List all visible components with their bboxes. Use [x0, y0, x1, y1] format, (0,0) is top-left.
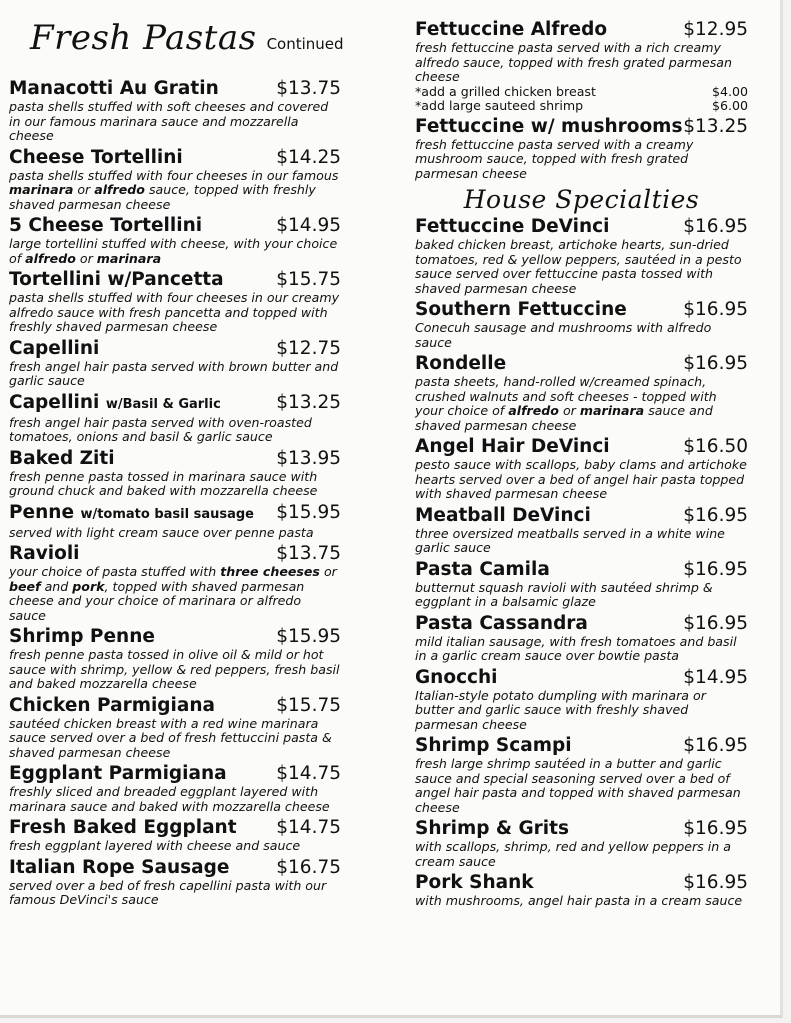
item-header	[9, 448, 341, 470]
description-text: or	[558, 403, 580, 418]
description-text: sauce and shaved parmesan cheese	[415, 403, 713, 433]
description-text: large tortellini stuffed with cheese, with your choice of	[9, 236, 338, 266]
description-emphasis: pork	[72, 578, 105, 594]
item-name-text: Fettuccine DeVinci	[415, 216, 610, 237]
item-header	[9, 502, 341, 526]
item-header	[9, 543, 341, 565]
item-name-suffix: w/Basil & Garlic	[105, 396, 221, 412]
item-description: with mushrooms, angel hair pasta in a cream sauce	[415, 893, 743, 908]
item-header	[9, 392, 341, 416]
continued-label: Continued	[266, 35, 344, 53]
menu-item-fresh-baked-eggplant	[9, 817, 341, 854]
item-description	[415, 375, 748, 433]
item-price: $14.75	[276, 763, 341, 784]
item-name	[9, 626, 155, 648]
item-header	[9, 78, 341, 100]
item-name	[9, 857, 229, 879]
menu-item-rondelle	[415, 353, 748, 433]
item-name	[9, 338, 99, 360]
item-name-text: 5 Cheese Tortellini	[9, 215, 203, 236]
item-name-text: Cheese Tortellini	[9, 146, 183, 168]
item-header	[9, 695, 341, 717]
menu-item-capellini-w-basil-garlic	[9, 392, 341, 445]
item-description: fresh penne pasta tossed in olive oil & mild or hot sauce with shrimp, yellow & red peppers, fresh basil and baked mozzarella cheese	[9, 647, 340, 691]
item-price: $13.25	[276, 391, 341, 413]
item-name	[415, 299, 627, 321]
item-price: $16.95	[683, 558, 748, 580]
item-header	[415, 559, 748, 581]
item-name	[415, 872, 534, 894]
menu-item-pasta-camila	[415, 559, 748, 610]
addon-option	[415, 85, 748, 99]
item-price: $12.75	[276, 337, 341, 359]
item-name-text: Pasta Camila	[415, 558, 550, 580]
item-header	[415, 613, 748, 635]
item-price: $14.75	[276, 817, 341, 838]
menu-item-meatball-devinci	[415, 505, 748, 556]
menu-item-tortellini-w-pancetta	[9, 269, 341, 335]
item-description: fresh fettuccine pasta served with a rich creamy alfredo sauce, topped with fresh grated parmesan cheese	[415, 40, 732, 84]
item-name-text: Gnocchi	[415, 666, 498, 688]
menu-item-fettuccine-alfredo	[415, 19, 748, 113]
menu-item-penne-w-tomato-basil-sausage	[9, 502, 341, 541]
item-name-text: Southern Fettuccine	[415, 299, 627, 320]
item-header	[9, 763, 341, 785]
item-name-text: Meatball DeVinci	[415, 504, 591, 526]
menu-item-capellini	[9, 338, 341, 389]
description-emphasis: three cheeses	[220, 564, 320, 579]
description-text: or	[75, 250, 97, 266]
item-header	[415, 735, 748, 757]
item-name	[415, 559, 550, 581]
item-description: freshly sliced and breaded eggplant layered with marinara sauce and baked with mozzarella cheese	[9, 784, 330, 814]
item-name-text: Tortellini w/Pancetta	[9, 269, 224, 290]
description-emphasis: alfredo	[508, 403, 559, 418]
item-name-text: Shrimp Penne	[9, 626, 155, 647]
description-text: or	[73, 182, 95, 197]
item-name	[415, 436, 610, 458]
left-column	[9, 78, 341, 911]
item-price: $16.95	[683, 504, 748, 526]
house-specialties-items	[415, 216, 748, 909]
item-price: $16.95	[683, 353, 748, 374]
item-header	[415, 872, 748, 894]
item-name	[9, 215, 202, 237]
item-header	[415, 436, 748, 458]
item-price: $15.95	[276, 501, 341, 523]
item-name-text: Pasta Cassandra	[415, 612, 588, 634]
menu-item-shrimp-grits	[415, 818, 748, 869]
item-description: Italian-style potato dumpling with marinara or butter and garlic sauce with freshly shaved parmesan cheese	[415, 687, 706, 732]
item-price: $16.95	[683, 216, 748, 237]
menu-item-southern-fettuccine	[415, 299, 748, 350]
description-emphasis: marinara	[579, 403, 645, 418]
item-price: $16.95	[683, 872, 748, 893]
item-name-text: Pork Shank	[415, 872, 534, 893]
description-text: or	[319, 564, 337, 579]
item-header	[9, 857, 341, 879]
item-description	[9, 169, 341, 213]
item-name-text: Angel Hair DeVinci	[415, 436, 610, 457]
description-text: your choice of pasta stuffed with	[9, 564, 221, 579]
item-description: served over a bed of fresh capellini pasta with our famous DeVinci's sauce	[9, 877, 327, 907]
item-price: $16.50	[683, 436, 748, 457]
item-name-text: Italian Rope Sausage	[9, 856, 230, 878]
item-price: $13.25	[683, 115, 748, 137]
item-name-text: Capellini	[9, 391, 100, 413]
item-price: $16.95	[683, 299, 748, 320]
right-column	[415, 19, 748, 912]
item-description: fresh angel hair pasta served with oven-roasted tomatoes, onions and basil & garlic sauce	[9, 414, 312, 444]
menu-item-chicken-parmigiana	[9, 695, 341, 761]
fresh-pastas-heading	[30, 18, 344, 58]
addon-price: $4.00	[711, 83, 748, 99]
item-description: fresh large shrimp sautéed in a butter and garlic sauce and special seasoning served over a bed of angel hair pasta and topped with shaved parmesan cheese	[415, 756, 741, 815]
item-description	[9, 565, 341, 623]
item-name	[9, 392, 221, 416]
item-price: $14.95	[276, 215, 341, 236]
item-name-text: Fettuccine Alfredo	[415, 19, 608, 40]
item-name	[9, 269, 224, 291]
item-price: $16.95	[683, 735, 748, 756]
item-name-text: Ravioli	[9, 543, 80, 564]
addon-label: *add large sauteed shrimp	[415, 97, 584, 113]
description-text: , topped with shaved parmesan cheese and your choice of marinara or alfredo sauce	[9, 578, 305, 623]
item-price: $15.75	[276, 269, 341, 290]
item-header	[415, 818, 748, 840]
item-name-text: Shrimp Scampi	[415, 735, 572, 756]
menu-item-pasta-cassandra	[415, 613, 748, 664]
addon-label: *add a grilled chicken breast	[415, 83, 596, 99]
item-name	[9, 502, 254, 526]
item-name	[415, 818, 569, 840]
item-name	[415, 353, 506, 375]
item-header	[9, 338, 341, 360]
item-header	[415, 667, 748, 689]
item-description: fresh penne pasta tossed in marinara sauce with ground chuck and baked with mozzarella cheese	[9, 468, 318, 498]
description-emphasis: alfredo	[94, 182, 145, 197]
item-name-text: Capellini	[9, 337, 100, 359]
menu-item-eggplant-parmigiana	[9, 763, 341, 814]
fresh-pastas-title: Fresh Pastas	[30, 18, 257, 58]
item-header	[415, 19, 748, 41]
item-header	[415, 116, 748, 138]
addon-price: $6.00	[711, 97, 748, 113]
item-header	[415, 299, 748, 321]
item-name	[9, 78, 219, 100]
item-price: $14.25	[276, 146, 341, 168]
item-name-text: Manacotti Au Gratin	[9, 78, 219, 99]
description-emphasis: alfredo	[25, 250, 76, 266]
menu-item-shrimp-scampi	[415, 735, 748, 815]
item-name	[415, 116, 682, 138]
item-name-text: Fresh Baked Eggplant	[9, 817, 237, 838]
item-price: $14.95	[683, 666, 748, 688]
item-price: $13.75	[276, 78, 341, 99]
item-name	[415, 505, 591, 527]
menu-item-fettuccine-w-mushrooms	[415, 116, 748, 182]
item-description: pasta shells stuffed with four cheeses in our creamy alfredo sauce with fresh pancetta and topped with freshly shaved parmesan cheese	[9, 290, 340, 334]
item-name	[9, 147, 183, 169]
menu-item-gnocchi	[415, 667, 748, 733]
item-name-text: Rondelle	[415, 353, 507, 374]
item-name	[415, 667, 498, 689]
description-emphasis: marinara	[9, 182, 74, 197]
menu-item-pork-shank	[415, 872, 748, 909]
description-text: pasta shells stuffed with four cheeses in our famous	[9, 167, 339, 183]
addon-option	[415, 99, 748, 113]
item-name	[415, 19, 607, 41]
item-description: mild italian sausage, with fresh tomatoes and basil in a garlic cream sauce over bowtie pasta	[415, 633, 737, 663]
item-name-text: Eggplant Parmigiana	[9, 763, 227, 784]
description-text: pasta sheets, hand-rolled w/creamed spinach, crushed walnuts and soft cheeses - topped with your choice of	[415, 374, 717, 418]
menu-item-shrimp-penne	[9, 626, 341, 692]
description-emphasis: beef	[9, 578, 41, 594]
item-price: $15.75	[276, 694, 341, 716]
item-header	[9, 626, 341, 648]
menu-item-italian-rope-sausage	[9, 857, 341, 908]
item-description: pasta shells stuffed with soft cheeses and covered in our famous marinara sauce and mozzarella cheese	[9, 99, 329, 143]
item-description: with scallops, shrimp, red and yellow peppers in a cream sauce	[415, 839, 731, 869]
menu-item-cheese-tortellini	[9, 147, 341, 213]
menu-item-fettuccine-devinci	[415, 216, 748, 296]
item-name-text: Chicken Parmigiana	[9, 694, 216, 716]
item-name-text: Shrimp & Grits	[415, 818, 569, 839]
menu-item-5-cheese-tortellini	[9, 215, 341, 266]
item-name-text: Penne	[9, 501, 74, 523]
item-name	[415, 735, 572, 757]
item-description: fresh angel hair pasta served with brown butter and garlic sauce	[9, 358, 339, 388]
item-price: $16.95	[683, 818, 748, 839]
description-text: and	[40, 578, 73, 594]
item-description: fresh fettuccine pasta served with a creamy mushroom sauce, topped with fresh grated parmesan cheese	[415, 136, 694, 181]
item-price: $12.95	[683, 19, 748, 40]
item-description: butternut squash ravioli with sautéed shrimp & eggplant in a balsamic glaze	[415, 579, 713, 609]
item-header	[415, 505, 748, 527]
description-emphasis: marinara	[96, 250, 162, 266]
item-description: fresh eggplant layered with cheese and sauce	[9, 838, 301, 853]
item-description: baked chicken breast, artichoke hearts, sun-dried tomatoes, red & yellow peppers, sautéed in a pesto sauce served over fettuccine pasta tossed with shaved parmesan cheese	[415, 237, 742, 296]
item-header	[9, 147, 341, 169]
item-header	[415, 353, 748, 375]
item-price: $13.95	[276, 447, 341, 469]
item-name	[9, 817, 237, 839]
item-name	[9, 543, 80, 565]
item-description: sautéed chicken breast with a red wine marinara sauce served over a bed of fresh fettuccini pasta & shaved parmesan cheese	[9, 715, 332, 760]
item-description: served with light cream sauce over penne pasta	[9, 524, 314, 540]
description-text: sauce, topped with freshly shaved parmesan cheese	[9, 182, 316, 212]
item-header	[9, 269, 341, 291]
item-description: Conecuh sausage and mushrooms with alfredo sauce	[415, 320, 712, 350]
item-header	[9, 215, 341, 237]
item-header	[415, 216, 748, 238]
item-name	[415, 216, 609, 238]
item-name	[9, 695, 215, 717]
item-name-text: Baked Ziti	[9, 447, 115, 469]
menu-item-ravioli	[9, 543, 341, 623]
item-name	[9, 448, 115, 470]
item-description: pesto sauce with scallops, baby clams and artichoke hearts served over a bed of angel hair pasta topped with shaved parmesan cheese	[415, 457, 747, 501]
item-header	[9, 817, 341, 839]
item-name	[415, 613, 588, 635]
item-name-text: Fettuccine w/ mushrooms	[415, 115, 683, 137]
item-price: $16.95	[683, 612, 748, 634]
item-price: $16.75	[276, 856, 341, 878]
item-price: $13.75	[276, 543, 341, 564]
item-price: $15.95	[276, 626, 341, 647]
item-name	[9, 763, 227, 785]
menu-item-manacotti-au-gratin	[9, 78, 341, 144]
house-specialties-heading: House Specialties	[463, 185, 700, 214]
right-top-items	[415, 19, 748, 181]
item-description	[9, 237, 341, 266]
item-description: three oversized meatballs served in a white wine garlic sauce	[415, 525, 725, 555]
menu-item-angel-hair-devinci	[415, 436, 748, 502]
item-name-suffix: w/tomato basil sausage	[80, 506, 254, 522]
menu-item-baked-ziti	[9, 448, 341, 499]
